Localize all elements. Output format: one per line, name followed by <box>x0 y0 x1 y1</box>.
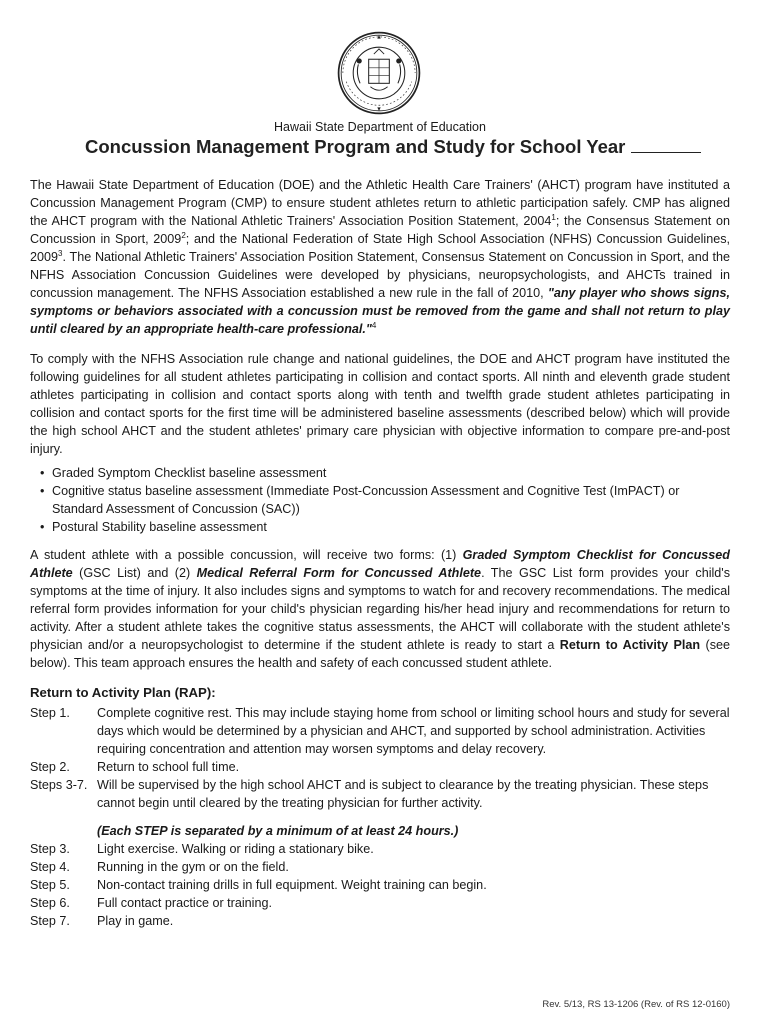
rap-step: Step 7. Play in game. <box>30 914 174 928</box>
document-title <box>85 136 701 158</box>
medical-referral-form-name: Medical Referral Form for Concussed Athlete <box>196 566 482 580</box>
gsc-form-name: Graded Symptom Checklist for Concussed Athlete <box>30 548 730 580</box>
revision-footer: Rev. 5/13, RS 13-1206 (Rev. of RS 12-0160) <box>542 999 730 1010</box>
rap-interval-note: (Each STEP is separated by a minimum of at least 24 hours.) <box>97 824 459 838</box>
rap-term: Return to Activity Plan <box>559 638 701 652</box>
rap-step: Step 4. Running in the gym or on the field. <box>30 860 289 874</box>
rap-step: Step 2. Return to school full time. <box>30 760 240 774</box>
intro-paragraph: The Hawaii State Department of Education (DOE) and the Athletic Health Care Trainers' (AHCT) program have instituted a Concussion Management Program (CMP) to ensure student athletes return to athletic participation safely. CMP has aligned the AHCT program with the National Athletic Trainers' Association Position Statement, 2004$^1$; the Consensus Statement on Concussion in Sport, 2009$^2$; and the National Federation of State High School Association (NFHS) Concussion Guidelines, 2009$^3$. The National Athletic Trainers' Association Position Statement, Consensus Statement on Concussion in Sport, and the NFHS Association Concussion Guidelines were developed by physicians, neuropsychologists, and AHCTs trained in concussion management. The NFHS Association established a new rule in the fall of 2010, "any player who shows signs, symptoms or behaviors associated with a concussion must be removed from the game and shall not return to play until cleared by an appropriate health-care professional."$^4$ <box>30 178 731 336</box>
department-name: Hawaii State Department of Education <box>274 120 486 134</box>
list-item: • Cognitive status baseline assessment (Immediate Post-Concussion Assessment and Cognitive Test (ImPACT) or Standard Assessment of Concussion (SAC)) <box>40 482 730 518</box>
list-item: • Graded Symptom Checklist baseline assessment <box>40 464 730 482</box>
list-item: • Postural Stability baseline assessment <box>40 518 730 536</box>
rap-step: Step 6. Full contact practice or training. <box>30 896 272 910</box>
title-text: Concussion Management Program and Study for School Year <box>85 136 626 157</box>
forms-paragraph: A student athlete with a possible concussion, will receive two forms: (1) Graded Symptom Checklist for Concussed Athlete (GSC List) and (2) Medical Referral Form for Concussed Athlete. The GSC List form provides your child's symptoms at the time of injury. It also includes signs and symptoms to watch for and recovery recommendations. The medical referral form provides information for your child's physician regarding his/her head injury and recommendations for return to activity. After a student athlete takes the cognitive status assessments, the AHCT will collaborate with the student athlete's physician and/or a neuropsychologist to determine if the student athlete is ready to start a Return to Activity Plan (see below). This team approach ensures the health and safety of each concussed student athlete. <box>30 548 730 670</box>
rap-step: Step 3. Light exercise. Walking or riding a stationary bike. <box>30 842 374 856</box>
rap-step: Step 5. Non-contact training drills in full equipment. Weight training can begin. <box>30 878 487 892</box>
assessment-list <box>30 464 730 536</box>
nfhs-rule-quote: "any player who shows signs, symptoms or behaviors associated with a concussion must be removed from the game and shall not return to play until cleared by an appropriate health-care professional." <box>30 286 730 336</box>
school-year-blank <box>631 152 701 153</box>
comply-paragraph: To comply with the NFHS Association rule change and national guidelines, the DOE and AHCT program have instituted the following guidelines for all student athletes participating in collision and contact sports. All ninth and eleventh grade student athletes participating in collision and contact sports along with tenth and twelfth grade student athletes participating in collision and contact sports for the first time will be administered baseline assessments (described below) which will provide the high school AHCT and the student athletes' primary care physician with objective information to compare pre-and-post injury. <box>30 352 730 456</box>
document-body <box>30 176 730 930</box>
rap-heading: Return to Activity Plan (RAP): <box>30 685 216 700</box>
state-seal-icon <box>336 30 422 116</box>
rap-step: Steps 3-7. Will be supervised by the high school AHCT and is subject to clearance by the treating physician. These steps cannot begin until cleared by the treating physician for further activity. <box>30 778 709 810</box>
rap-step: Step 1. Complete cognitive rest. This may include staying home from school or limiting school hours and study for several days which would be determined by a physician and AHCT, and supported by school administration. Activities requiring concentration and attention may worsen symptoms and delay recovery. <box>30 706 730 756</box>
